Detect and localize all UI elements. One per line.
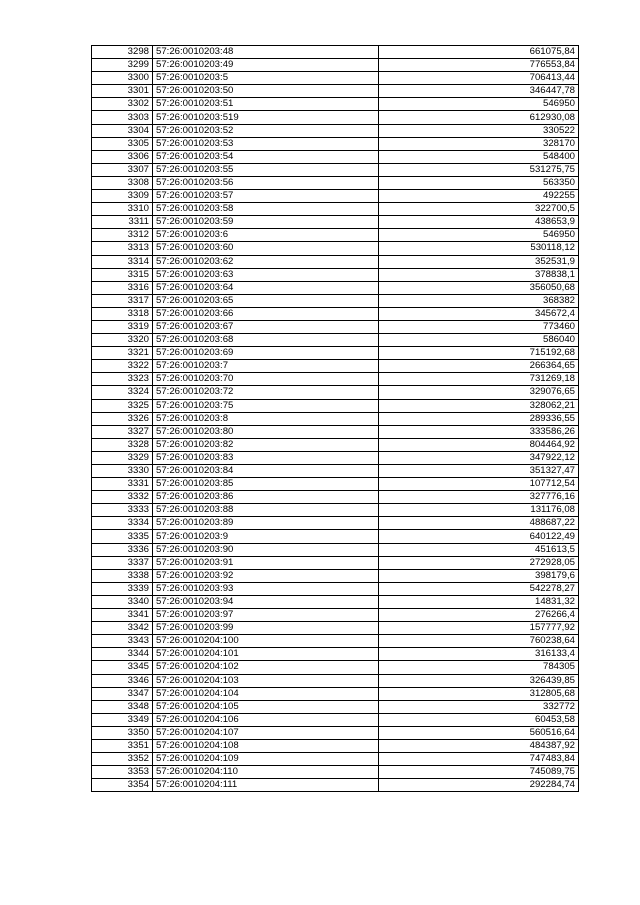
value-cell: 330522 <box>379 124 579 137</box>
cadastral-number-cell: 57:26:0010204:109 <box>153 753 379 766</box>
row-number-cell: 3333 <box>92 504 153 517</box>
value-cell: 546950 <box>379 229 579 242</box>
table-row <box>92 700 579 713</box>
value-cell: 60453,58 <box>379 713 579 726</box>
cadastral-number-cell: 57:26:0010203:5 <box>153 72 379 85</box>
table-row <box>92 72 579 85</box>
table-body <box>92 46 579 792</box>
table-row <box>92 779 579 792</box>
table-row <box>92 648 579 661</box>
table-row <box>92 739 579 752</box>
row-number-cell: 3327 <box>92 425 153 438</box>
value-cell: 276266,4 <box>379 609 579 622</box>
cadastral-number-cell: 57:26:0010203:54 <box>153 150 379 163</box>
value-cell: 329076,65 <box>379 386 579 399</box>
row-number-cell: 3343 <box>92 635 153 648</box>
value-cell: 326439,85 <box>379 674 579 687</box>
cadastral-number-cell: 57:26:0010203:88 <box>153 504 379 517</box>
value-cell: 760238,64 <box>379 635 579 648</box>
table-row <box>92 59 579 72</box>
value-cell: 157777,92 <box>379 622 579 635</box>
table-row <box>92 556 579 569</box>
value-cell: 731269,18 <box>379 373 579 386</box>
row-number-cell: 3326 <box>92 412 153 425</box>
value-cell: 563350 <box>379 176 579 189</box>
table-row <box>92 255 579 268</box>
cadastral-number-cell: 57:26:0010203:92 <box>153 569 379 582</box>
value-cell: 328062,21 <box>379 399 579 412</box>
cadastral-number-cell: 57:26:0010204:104 <box>153 687 379 700</box>
row-number-cell: 3319 <box>92 320 153 333</box>
row-number-cell: 3351 <box>92 739 153 752</box>
cadastral-number-cell: 57:26:0010203:58 <box>153 203 379 216</box>
row-number-cell: 3336 <box>92 543 153 556</box>
table-row <box>92 412 579 425</box>
table-row <box>92 753 579 766</box>
cadastral-number-cell: 57:26:0010204:108 <box>153 739 379 752</box>
value-cell: 804464,92 <box>379 438 579 451</box>
cadastral-number-cell: 57:26:0010204:103 <box>153 674 379 687</box>
cadastral-value-table <box>91 45 579 792</box>
table-row <box>92 320 579 333</box>
row-number-cell: 3304 <box>92 124 153 137</box>
table-row <box>92 137 579 150</box>
cadastral-number-cell: 57:26:0010203:91 <box>153 556 379 569</box>
row-number-cell: 3338 <box>92 569 153 582</box>
cadastral-number-cell: 57:26:0010203:99 <box>153 622 379 635</box>
cadastral-number-cell: 57:26:0010203:69 <box>153 347 379 360</box>
value-cell: 316133,4 <box>379 648 579 661</box>
value-cell: 333586,26 <box>379 425 579 438</box>
value-cell: 612930,08 <box>379 111 579 124</box>
value-cell: 747483,84 <box>379 753 579 766</box>
row-number-cell: 3341 <box>92 609 153 622</box>
cadastral-number-cell: 57:26:0010203:89 <box>153 517 379 530</box>
table-row <box>92 438 579 451</box>
table-row <box>92 268 579 281</box>
value-cell: 345672,4 <box>379 307 579 320</box>
table-row <box>92 98 579 111</box>
cadastral-number-cell: 57:26:0010203:84 <box>153 465 379 478</box>
value-cell: 451613,5 <box>379 543 579 556</box>
table-row <box>92 530 579 543</box>
cadastral-number-cell: 57:26:0010203:59 <box>153 216 379 229</box>
row-number-cell: 3316 <box>92 281 153 294</box>
row-number-cell: 3303 <box>92 111 153 124</box>
value-cell: 266364,65 <box>379 360 579 373</box>
row-number-cell: 3309 <box>92 190 153 203</box>
table-row <box>92 347 579 360</box>
cadastral-number-cell: 57:26:0010203:7 <box>153 360 379 373</box>
cadastral-number-cell: 57:26:0010203:50 <box>153 85 379 98</box>
cadastral-number-cell: 57:26:0010203:60 <box>153 242 379 255</box>
table-row <box>92 281 579 294</box>
value-cell: 312805,68 <box>379 687 579 700</box>
value-cell: 368382 <box>379 294 579 307</box>
value-cell: 289336,55 <box>379 412 579 425</box>
value-cell: 272928,05 <box>379 556 579 569</box>
cadastral-number-cell: 57:26:0010203:65 <box>153 294 379 307</box>
table-row <box>92 766 579 779</box>
row-number-cell: 3308 <box>92 176 153 189</box>
cadastral-number-cell: 57:26:0010203:52 <box>153 124 379 137</box>
cadastral-number-cell: 57:26:0010203:72 <box>153 386 379 399</box>
cadastral-number-cell: 57:26:0010203:53 <box>153 137 379 150</box>
cadastral-number-cell: 57:26:0010203:85 <box>153 478 379 491</box>
row-number-cell: 3339 <box>92 582 153 595</box>
cadastral-number-cell: 57:26:0010203:64 <box>153 281 379 294</box>
value-cell: 352531,9 <box>379 255 579 268</box>
cadastral-number-cell: 57:26:0010203:68 <box>153 334 379 347</box>
cadastral-number-cell: 57:26:0010203:97 <box>153 609 379 622</box>
value-cell: 327776,16 <box>379 491 579 504</box>
row-number-cell: 3348 <box>92 700 153 713</box>
row-number-cell: 3349 <box>92 713 153 726</box>
value-cell: 530118,12 <box>379 242 579 255</box>
table-row <box>92 543 579 556</box>
table-row <box>92 582 579 595</box>
cadastral-number-cell: 57:26:0010203:56 <box>153 176 379 189</box>
value-cell: 773460 <box>379 320 579 333</box>
row-number-cell: 3323 <box>92 373 153 386</box>
cadastral-number-cell: 57:26:0010204:106 <box>153 713 379 726</box>
table-row <box>92 307 579 320</box>
cadastral-number-cell: 57:26:0010203:55 <box>153 163 379 176</box>
table-row <box>92 713 579 726</box>
table-row <box>92 124 579 137</box>
cadastral-number-cell: 57:26:0010204:105 <box>153 700 379 713</box>
cadastral-number-cell: 57:26:0010203:86 <box>153 491 379 504</box>
value-cell: 661075,84 <box>379 46 579 59</box>
table-row <box>92 674 579 687</box>
row-number-cell: 3350 <box>92 726 153 739</box>
table-row <box>92 294 579 307</box>
cadastral-number-cell: 57:26:0010203:8 <box>153 412 379 425</box>
row-number-cell: 3354 <box>92 779 153 792</box>
cadastral-number-cell: 57:26:0010204:107 <box>153 726 379 739</box>
value-cell: 784305 <box>379 661 579 674</box>
value-cell: 351327,47 <box>379 465 579 478</box>
value-cell: 706413,44 <box>379 72 579 85</box>
row-number-cell: 3353 <box>92 766 153 779</box>
row-number-cell: 3318 <box>92 307 153 320</box>
value-cell: 322700,5 <box>379 203 579 216</box>
cadastral-number-cell: 57:26:0010203:83 <box>153 451 379 464</box>
row-number-cell: 3330 <box>92 465 153 478</box>
table-row <box>92 661 579 674</box>
row-number-cell: 3310 <box>92 203 153 216</box>
value-cell: 776553,84 <box>379 59 579 72</box>
value-cell: 292284,74 <box>379 779 579 792</box>
cadastral-number-cell: 57:26:0010204:110 <box>153 766 379 779</box>
cadastral-number-cell: 57:26:0010203:9 <box>153 530 379 543</box>
row-number-cell: 3345 <box>92 661 153 674</box>
table-row <box>92 111 579 124</box>
value-cell: 484387,92 <box>379 739 579 752</box>
value-cell: 531275,75 <box>379 163 579 176</box>
table-row <box>92 334 579 347</box>
cadastral-number-cell: 57:26:0010203:62 <box>153 255 379 268</box>
value-cell: 546950 <box>379 98 579 111</box>
row-number-cell: 3300 <box>92 72 153 85</box>
value-cell: 332772 <box>379 700 579 713</box>
value-cell: 586040 <box>379 334 579 347</box>
cadastral-number-cell: 57:26:0010203:57 <box>153 190 379 203</box>
row-number-cell: 3311 <box>92 216 153 229</box>
cadastral-number-cell: 57:26:0010203:80 <box>153 425 379 438</box>
table-row <box>92 163 579 176</box>
table-row <box>92 373 579 386</box>
row-number-cell: 3325 <box>92 399 153 412</box>
row-number-cell: 3328 <box>92 438 153 451</box>
row-number-cell: 3312 <box>92 229 153 242</box>
cadastral-number-cell: 57:26:0010204:101 <box>153 648 379 661</box>
cadastral-number-cell: 57:26:0010203:94 <box>153 595 379 608</box>
row-number-cell: 3331 <box>92 478 153 491</box>
value-cell: 438653,9 <box>379 216 579 229</box>
row-number-cell: 3298 <box>92 46 153 59</box>
cadastral-number-cell: 57:26:0010203:75 <box>153 399 379 412</box>
row-number-cell: 3335 <box>92 530 153 543</box>
cadastral-number-cell: 57:26:0010203:70 <box>153 373 379 386</box>
table-row <box>92 360 579 373</box>
table-row <box>92 46 579 59</box>
table-row <box>92 504 579 517</box>
table-row <box>92 176 579 189</box>
value-cell: 328170 <box>379 137 579 150</box>
row-number-cell: 3342 <box>92 622 153 635</box>
table-row <box>92 386 579 399</box>
value-cell: 488687,22 <box>379 517 579 530</box>
cadastral-number-cell: 57:26:0010203:82 <box>153 438 379 451</box>
cadastral-number-cell: 57:26:0010204:111 <box>153 779 379 792</box>
value-cell: 560516,64 <box>379 726 579 739</box>
table-row <box>92 478 579 491</box>
table-row <box>92 190 579 203</box>
table-row <box>92 229 579 242</box>
row-number-cell: 3301 <box>92 85 153 98</box>
table-row <box>92 465 579 478</box>
table-row <box>92 595 579 608</box>
cadastral-number-cell: 57:26:0010203:519 <box>153 111 379 124</box>
table-row <box>92 622 579 635</box>
row-number-cell: 3315 <box>92 268 153 281</box>
table-row <box>92 687 579 700</box>
cadastral-number-cell: 57:26:0010203:49 <box>153 59 379 72</box>
table-row <box>92 399 579 412</box>
row-number-cell: 3346 <box>92 674 153 687</box>
row-number-cell: 3322 <box>92 360 153 373</box>
row-number-cell: 3321 <box>92 347 153 360</box>
value-cell: 492255 <box>379 190 579 203</box>
value-cell: 131176,08 <box>379 504 579 517</box>
table-row <box>92 517 579 530</box>
row-number-cell: 3332 <box>92 491 153 504</box>
table-row <box>92 726 579 739</box>
table-row <box>92 491 579 504</box>
row-number-cell: 3352 <box>92 753 153 766</box>
value-cell: 398179,6 <box>379 569 579 582</box>
cadastral-number-cell: 57:26:0010203:48 <box>153 46 379 59</box>
table-row <box>92 609 579 622</box>
row-number-cell: 3344 <box>92 648 153 661</box>
value-cell: 346447,78 <box>379 85 579 98</box>
row-number-cell: 3334 <box>92 517 153 530</box>
cadastral-number-cell: 57:26:0010204:100 <box>153 635 379 648</box>
row-number-cell: 3306 <box>92 150 153 163</box>
cadastral-number-cell: 57:26:0010203:66 <box>153 307 379 320</box>
table-row <box>92 569 579 582</box>
row-number-cell: 3313 <box>92 242 153 255</box>
cadastral-number-cell: 57:26:0010203:93 <box>153 582 379 595</box>
value-cell: 356050,68 <box>379 281 579 294</box>
row-number-cell: 3307 <box>92 163 153 176</box>
value-cell: 715192,68 <box>379 347 579 360</box>
table-row <box>92 242 579 255</box>
row-number-cell: 3314 <box>92 255 153 268</box>
cadastral-number-cell: 57:26:0010203:51 <box>153 98 379 111</box>
table-row <box>92 85 579 98</box>
value-cell: 347922,12 <box>379 451 579 464</box>
row-number-cell: 3305 <box>92 137 153 150</box>
cadastral-number-cell: 57:26:0010203:90 <box>153 543 379 556</box>
row-number-cell: 3340 <box>92 595 153 608</box>
value-cell: 14831,32 <box>379 595 579 608</box>
table-row <box>92 150 579 163</box>
value-cell: 745089,75 <box>379 766 579 779</box>
row-number-cell: 3337 <box>92 556 153 569</box>
row-number-cell: 3329 <box>92 451 153 464</box>
row-number-cell: 3302 <box>92 98 153 111</box>
cadastral-number-cell: 57:26:0010203:63 <box>153 268 379 281</box>
value-cell: 378838,1 <box>379 268 579 281</box>
value-cell: 107712,54 <box>379 478 579 491</box>
table-row <box>92 451 579 464</box>
table-row <box>92 203 579 216</box>
cadastral-number-cell: 57:26:0010203:6 <box>153 229 379 242</box>
row-number-cell: 3317 <box>92 294 153 307</box>
row-number-cell: 3299 <box>92 59 153 72</box>
row-number-cell: 3320 <box>92 334 153 347</box>
row-number-cell: 3347 <box>92 687 153 700</box>
value-cell: 548400 <box>379 150 579 163</box>
cadastral-number-cell: 57:26:0010204:102 <box>153 661 379 674</box>
table-row <box>92 425 579 438</box>
row-number-cell: 3324 <box>92 386 153 399</box>
value-cell: 542278,27 <box>379 582 579 595</box>
value-cell: 640122,49 <box>379 530 579 543</box>
table-row <box>92 635 579 648</box>
cadastral-number-cell: 57:26:0010203:67 <box>153 320 379 333</box>
table-row <box>92 216 579 229</box>
